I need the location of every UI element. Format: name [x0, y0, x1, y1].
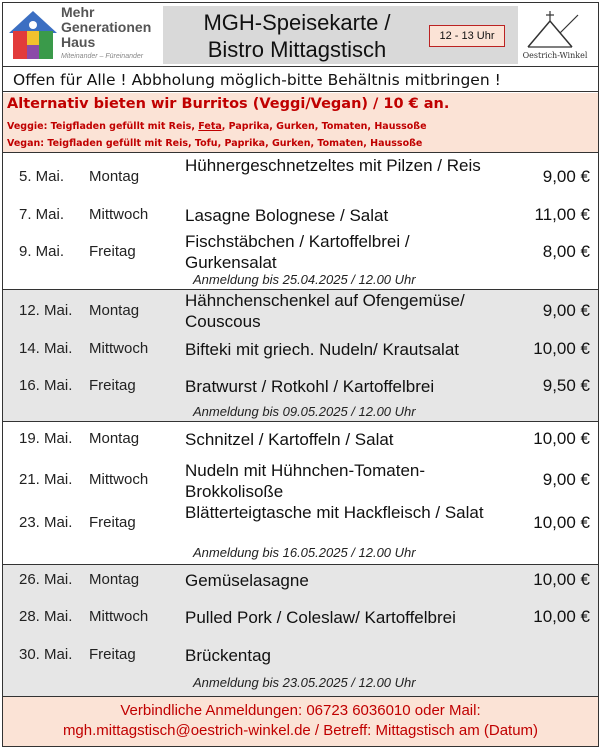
- menu-row: [3, 458, 598, 500]
- menu-date: 12. Mai.: [19, 302, 73, 319]
- registration-deadline: Anmeldung bis 09.05.2025 / 12.00 Uhr: [193, 404, 416, 419]
- menu-price: 11,00 €: [534, 205, 590, 224]
- menu-dish: Lasagne Bolognese / Salat: [185, 206, 389, 225]
- menu-day: Montag: [89, 302, 140, 319]
- menu-price: 10,00 €: [533, 429, 590, 448]
- menu-dish: Fischstäbchen / Kartoffelbrei / Gurkensalat: [185, 232, 410, 272]
- menu-day: Freitag: [89, 646, 136, 663]
- town-label: Oestrich-Winkel: [522, 51, 588, 60]
- menu-price: 10,00 €: [533, 607, 590, 626]
- veggie-suffix: , Paprika, Gurken, Tomaten, Haussoße: [221, 121, 427, 132]
- menu-date: 14. Mai.: [19, 340, 73, 357]
- week-section-4: [3, 565, 598, 696]
- burrito-box: [3, 93, 598, 153]
- veggie-underlined: Feta: [198, 121, 222, 132]
- menu-row: [3, 290, 598, 332]
- menu-dish: Bratwurst / Rotkohl / Kartoffelbrei: [185, 377, 435, 396]
- menu-price: 9,00 €: [542, 470, 590, 489]
- logo-tagline: Miteinander – Füreinander: [61, 53, 144, 60]
- footer-line-1: Verbindliche Anmeldungen: 06723 6036010 oder Mail:: [120, 702, 481, 719]
- logo-line-2: Generationen: [61, 19, 152, 35]
- menu-day: Montag: [89, 430, 140, 447]
- registration-deadline: Anmeldung bis 16.05.2025 / 12.00 Uhr: [193, 545, 416, 560]
- menu-row: [3, 606, 598, 630]
- footer-email[interactable]: mgh.mittagstisch@oestrich-winkel.de / Betreff: Mittagstisch am (Datum): [62, 722, 539, 739]
- menu-date: 30. Mai.: [19, 646, 73, 663]
- notice-bar: Offen für Alle ! Abbholung möglich-bitte Behältnis mitbringen !: [3, 66, 598, 92]
- menu-day: Mittwoch: [89, 340, 149, 357]
- menu-dish: Bifteki mit griech. Nudeln/ Krautsalat: [185, 340, 460, 359]
- menu-dish: Hähnchenschenkel auf Ofengemüse/ Couscous: [185, 291, 465, 331]
- menu-date: 23. Mai.: [19, 514, 73, 531]
- menu-price: 10,00 €: [533, 513, 590, 532]
- menu-dish: Hühnergeschnetzeltes mit Pilzen / Reis: [185, 156, 481, 175]
- menu-day: Mittwoch: [89, 471, 149, 488]
- menu-date: 16. Mai.: [19, 377, 73, 394]
- week-section-3: [3, 422, 598, 565]
- menu-day: Freitag: [89, 514, 136, 531]
- title-line-1: MGH-Speisekarte /: [203, 10, 391, 35]
- menu-dish: Pulled Pork / Coleslaw/ Kartoffelbrei: [185, 608, 456, 627]
- menu-row: [3, 231, 598, 273]
- logo-line-1: Mehr: [61, 4, 95, 20]
- menu-date: 26. Mai.: [19, 571, 73, 588]
- menu-date: 21. Mai.: [19, 471, 73, 488]
- menu-dish: Schnitzel / Kartoffeln / Salat: [185, 430, 394, 449]
- header: [3, 3, 598, 65]
- menu-dish: Nudeln mit Hühnchen-Tomaten-Brokkolisoße: [185, 461, 426, 501]
- menu-date: 28. Mai.: [19, 608, 73, 625]
- menu-price: 9,00 €: [542, 167, 590, 186]
- logo-line-3: Haus: [61, 34, 96, 50]
- menu-dish: Gemüselasagne: [185, 571, 309, 590]
- menu-price: 10,00 €: [533, 570, 590, 589]
- page-title: [179, 9, 415, 63]
- footer-contact: [3, 696, 598, 746]
- menu-day: Mittwoch: [89, 608, 149, 625]
- menu-frame: [2, 2, 599, 747]
- menu-day: Montag: [89, 571, 140, 588]
- week-section-2: [3, 290, 598, 422]
- menu-dish: Brückentag: [185, 646, 271, 665]
- menu-price: 9,50 €: [542, 376, 590, 395]
- menu-date: 9. Mai.: [19, 243, 65, 260]
- registration-deadline: Anmeldung bis 25.04.2025 / 12.00 Uhr: [193, 272, 416, 287]
- week-section-1: [3, 153, 598, 290]
- veggie-prefix: Veggie: Teigfladen gefüllt mit Reis,: [7, 121, 199, 132]
- menu-row: [3, 375, 598, 399]
- menu-day: Mittwoch: [89, 206, 149, 223]
- title-line-2: Bistro Mittagstisch: [207, 37, 387, 62]
- menu-row: [3, 338, 598, 362]
- menu-dish: Blätterteigtasche mit Hackfleisch / Salat: [185, 503, 484, 522]
- burrito-headline: Alternativ bieten wir Burritos (Veggi/Vegan) / 10 € an.: [7, 96, 450, 112]
- burrito-veggie: [7, 121, 427, 132]
- menu-price: 9,00 €: [542, 301, 590, 320]
- menu-day: Montag: [89, 168, 140, 185]
- menu-row: [3, 428, 598, 452]
- menu-row: [3, 644, 598, 668]
- menu-row: [3, 500, 598, 544]
- logo-text: [61, 5, 151, 50]
- menu-row: [3, 204, 598, 228]
- menu-date: 19. Mai.: [19, 430, 73, 447]
- hours-badge: 12 - 13 Uhr: [429, 25, 505, 47]
- registration-deadline: Anmeldung bis 23.05.2025 / 12.00 Uhr: [193, 675, 416, 690]
- menu-day: Freitag: [89, 377, 136, 394]
- menu-row: [3, 569, 598, 593]
- menu-date: 7. Mai.: [19, 206, 65, 223]
- menu-day: Freitag: [89, 243, 136, 260]
- menu-price: 10,00 €: [533, 339, 590, 358]
- menu-date: 5. Mai.: [19, 168, 65, 185]
- menu-row: [3, 155, 598, 197]
- menu-price: 8,00 €: [542, 242, 590, 261]
- burrito-vegan: Vegan: Teigfladen gefüllt mit Reis, Tofu, Paprika, Gurken, Tomaten, Haussoße: [7, 138, 423, 149]
